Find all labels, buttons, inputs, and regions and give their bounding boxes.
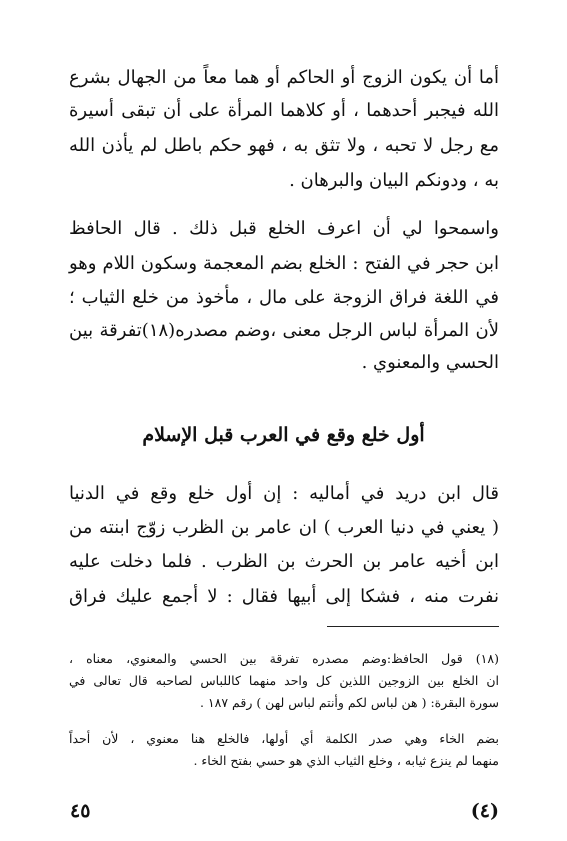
footnote-separator [327,626,499,627]
paragraph-1-line: به ، ودونكم البيان والبرهان . [289,170,499,191]
signature-mark: (٤) [470,800,499,822]
section-paragraph-line: ابن أخيه عامر بن الحرث بن الظرب . فلما دخلت عليه [69,551,499,572]
paragraph-2-line: ابن حجر في الفتح : الخلع بضم المعجمة وسكون اللام وهو [69,253,499,274]
paragraph-1-line: الله فيجبر أحدهما ، أو كلاهما المرأة على أن تبقى أسيرة [69,100,499,121]
paragraph-2-line: واسمحوا لي أن اعرف الخلع قبل ذلك . قال الحافظ [69,218,499,239]
page-number: ٤٥ [70,800,91,822]
footnote-line: بضم الخاء وهي صدر الكلمة أي أولها، فالخلع هنا معنوي ، لأن أحداً [69,731,499,746]
section-paragraph-line: ( يعني في دنيا العرب ) ان عامر بن الظرب زوّج ابنته من [69,517,499,538]
footnote-line: (١٨) قول الحافظ:وضم مصدره تفرقة بين الحسي والمعنوي، معناه ، [69,651,499,666]
paragraph-1-line: مع رجل لا تحبه ، ولا تثق به ، فهو حكم باطل لم يأذن الله [69,135,499,156]
footnote-line: ان الخلع بين الزوجين اللذين كل واحد منهما كاللباس لصاحبه قال تعالى في [69,673,499,688]
section-paragraph-line: نفرت منه ، فشكا إلى أبيها فقال : لا أجمع عليك فراق [69,586,499,607]
paragraph-1-line: أما أن يكون الزوج أو الحاكم أو هما معاً من الجهال بشرع [69,67,499,88]
paragraph-2-line: لأن المرأة لباس الرجل معنى ،وضم مصدره(١٨)تفرقة بين [69,320,499,341]
footnote-line: منهما لم ينزع ثيابه ، وخلع الثياب الذي هو حسي بفتح الخاء . [193,753,499,768]
section-heading: أول خلع وقع في العرب قبل الإسلام [142,424,425,446]
footnote-line: سورة البقرة: ( هن لباس لكم وأنتم لباس لهن ) رقم ١٨٧ . [199,695,499,710]
paragraph-2-line: الحسي والمعنوي . [361,352,499,373]
paragraph-2-line: في اللغة فراق الزوجة على مال ، مأخوذ من خلع الثياب ؛ [69,287,499,308]
section-paragraph-line: قال ابن دريد في أماليه : إن أول خلع وقع في الدنيا [69,483,499,504]
